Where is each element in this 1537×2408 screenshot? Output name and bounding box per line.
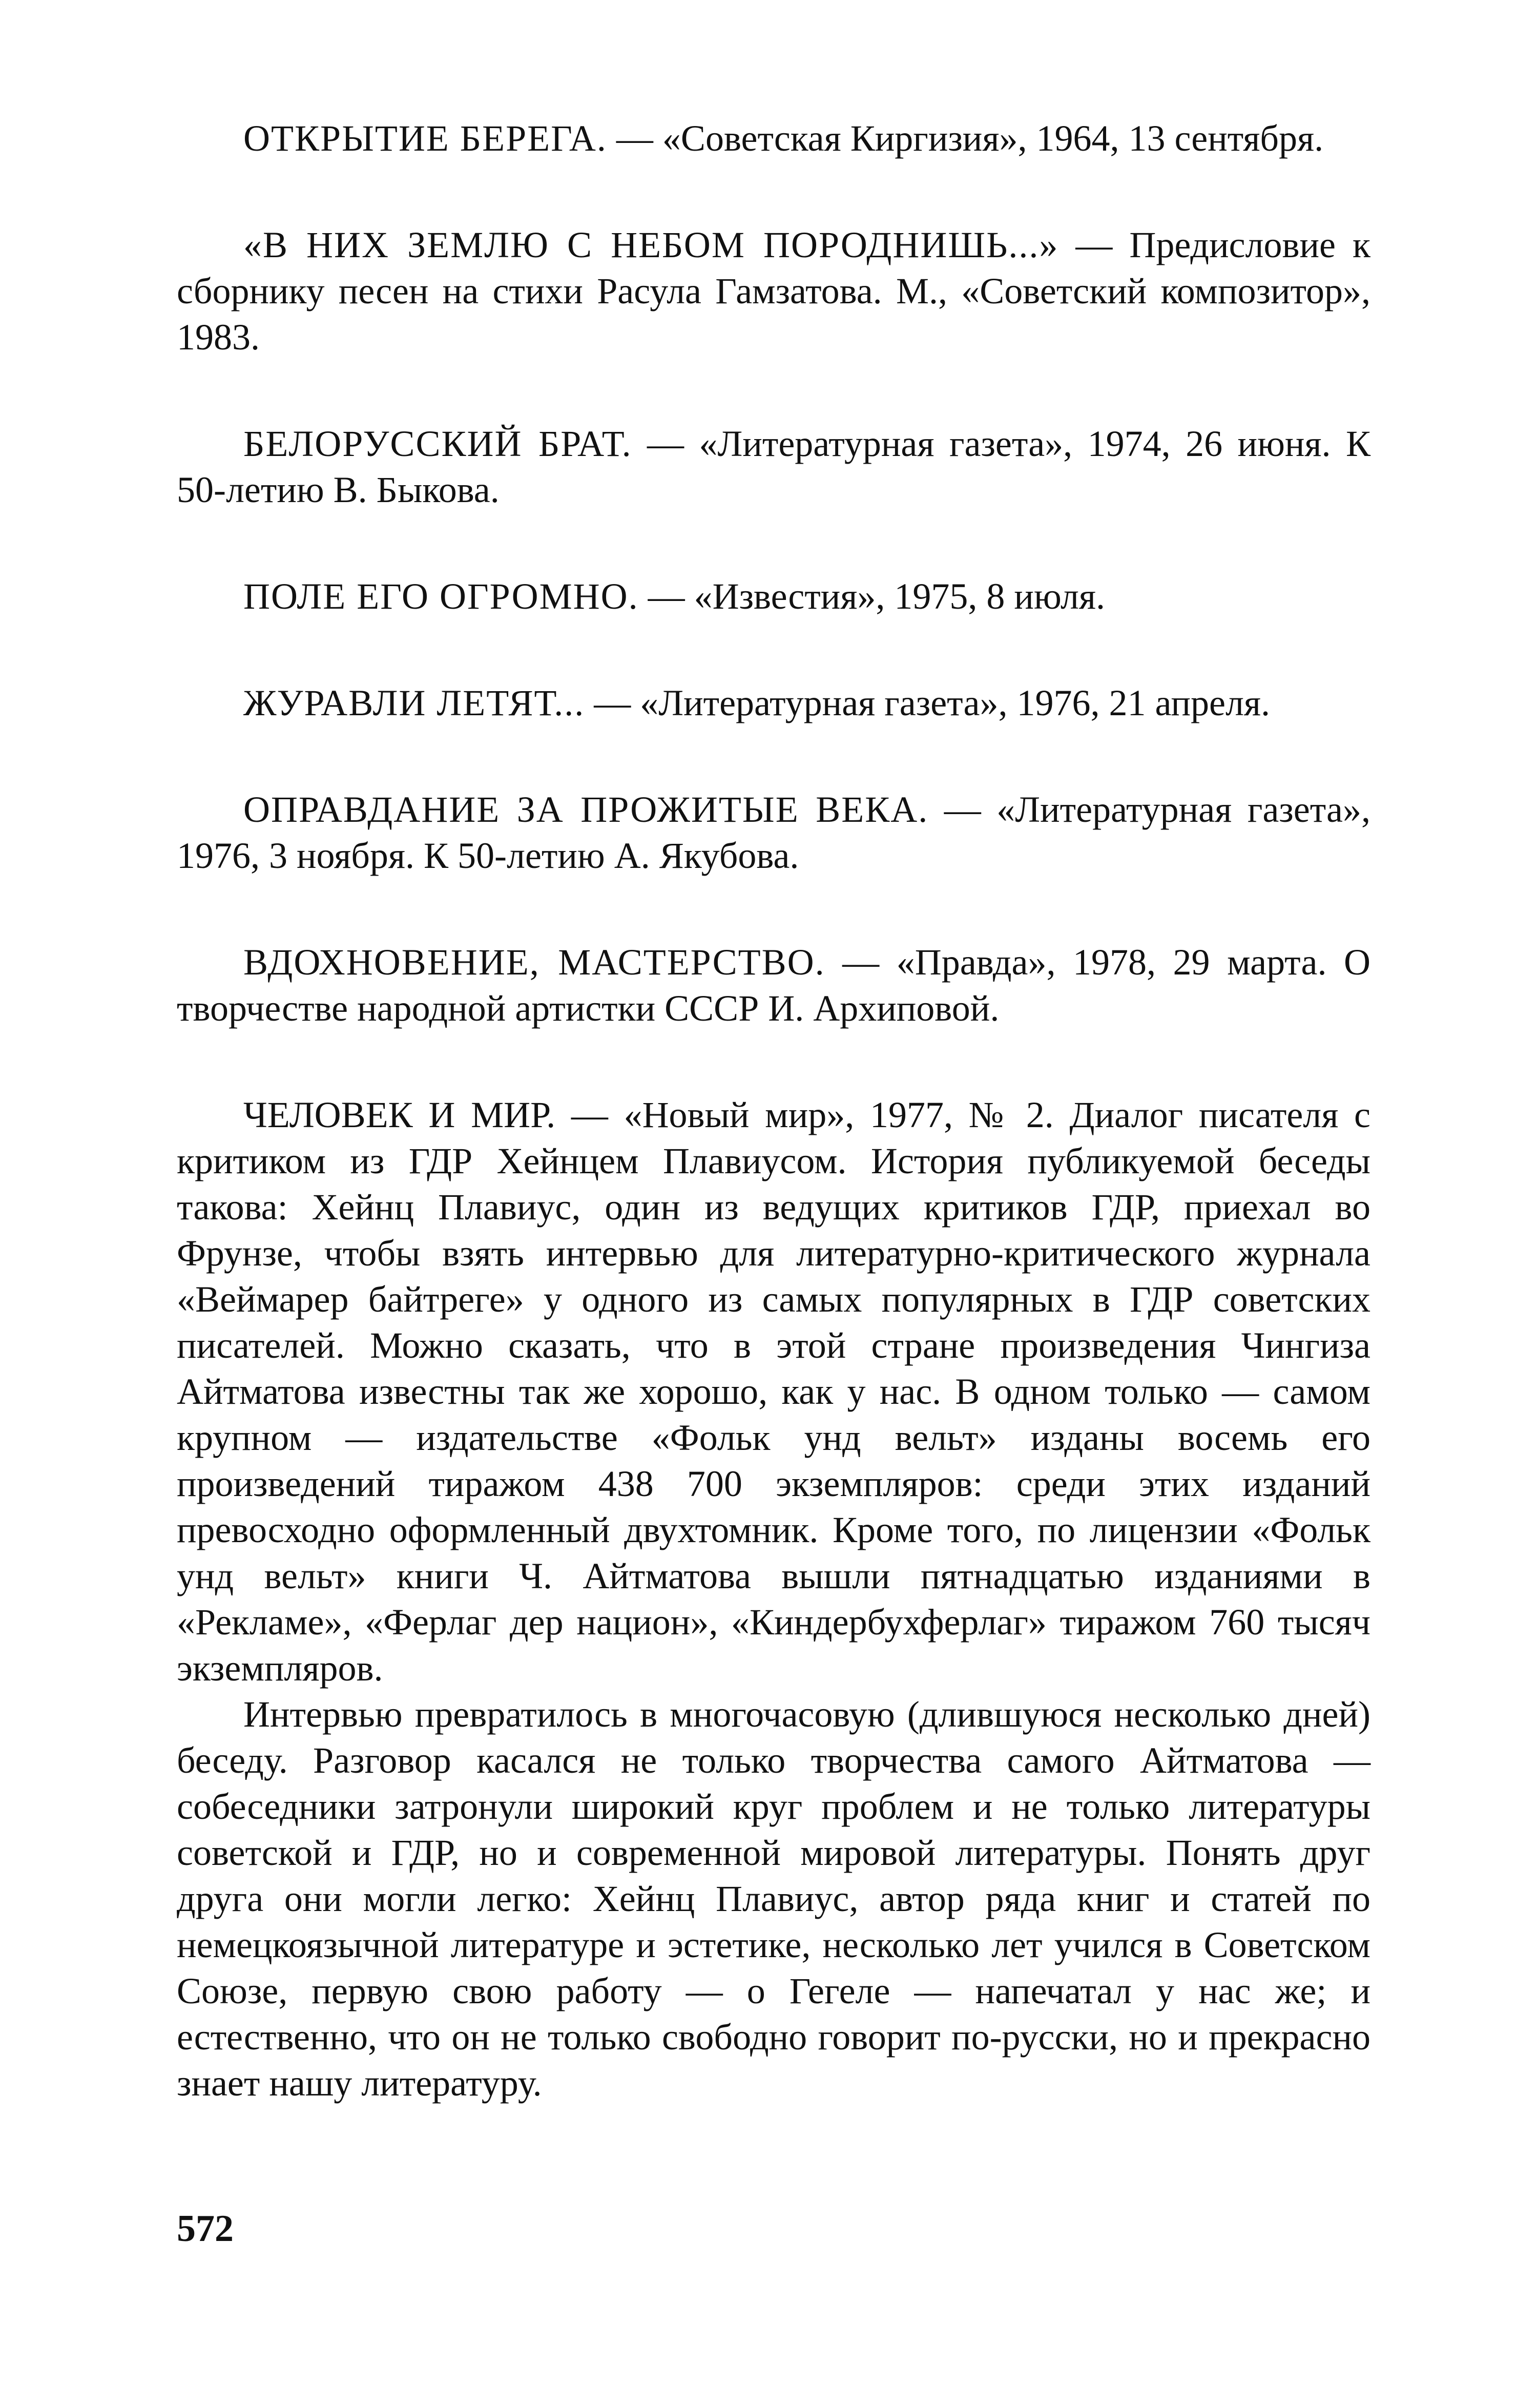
- continuation-paragraph: Интервью превратилось в многочасовую (длившуюся несколько дней) беседу. Разговор касался не только творчества самого Айтматова — собеседники затронули широкий круг проблем и не только литературы советской и ГДР, но и современной мировой литературы. Понять друг друга они могли легко: Хейнц Плавиус, автор ряда книг и статей по немецкоязычной литературе и эстетике, несколько лет учился в Советском Союзе, первую свою работу — о Гегеле — напечатал у нас же; и естественно, что он не только свободно говорит по-русски, но и прекрасно знает нашу литературу.: [177, 1694, 1370, 2104]
- bibliography-entry: [177, 222, 1370, 360]
- entry-title: «В НИХ ЗЕМЛЮ С НЕБОМ ПОРОДНИШЬ...»: [243, 224, 1059, 265]
- entry-details: — «Известия», 1975, 8 июля.: [638, 576, 1105, 617]
- page-body: [177, 115, 1370, 2106]
- bibliography-entry: [177, 939, 1370, 1031]
- bibliography-entry: [177, 421, 1370, 513]
- entry-title: ОТКРЫТИЕ БЕРЕГА.: [243, 118, 607, 159]
- bibliography-entry: [177, 1092, 1370, 1691]
- entry-title: ОПРАВДАНИЕ ЗА ПРОЖИТЫЕ ВЕКА.: [243, 789, 929, 830]
- entry-details: — «Литературная газета», 1974, 26 июня. К 50-летию В. Быкова.: [177, 423, 1370, 510]
- entry-details: — «Советская Киргизия», 1964, 13 сентября.: [607, 118, 1324, 159]
- entry-title: ЖУРАВЛИ ЛЕТЯТ...: [243, 682, 585, 723]
- bibliography-entry: [177, 680, 1370, 726]
- bibliography-entry: [177, 573, 1370, 619]
- entry-details: — «Правда», 1978, 29 марта. О творчестве народной артистки СССР И. Архиповой.: [177, 942, 1371, 1029]
- entry-title: ЧЕЛОВЕК И МИР.: [243, 1094, 556, 1135]
- entry-details: — Предисловие к сборнику песен на стихи Расула Гамзатова. М., «Советский композитор», 1983.: [177, 224, 1370, 358]
- entry-title: ПОЛЕ ЕГО ОГРОМНО.: [243, 576, 639, 617]
- bibliography-entry: [177, 786, 1370, 879]
- entry-details: — «Литературная газета», 1976, 21 апреля.: [585, 682, 1270, 723]
- bibliography-entry: [177, 115, 1370, 161]
- entry-details: — «Новый мир», 1977, № 2. Диалог писателя с критиком из ГДР Хейнцем Плавиусом. История публикуемой беседы такова: Хейнц Плавиус, один из ведущих критиков ГДР, приехал во Фрунзе, чтобы взять интервью для литературно-критического журнала «Веймарер байтреге» у одного из самых популярных в ГДР советских писателей. Можно сказать, что в этой стране произведения Чингиза Айтматова известны так же хорошо, как у нас. В одном только — самом крупном — издательстве «Фольк унд вельт» изданы восемь его произведений тиражом 438 700 экземпляров: среди этих изданий превосходно оформленный двухтомник. Кроме того, по лицензии «Фольк унд вельт» книги Ч. Айтматова вышли пятнадцатью изданиями в «Рекламе», «Ферлаг дер национ», «Киндербухферлаг» тиражом 760 тысяч экземпляров.: [177, 1094, 1371, 1689]
- entry-title: ВДОХНОВЕНИЕ, МАСТЕРСТВО.: [243, 942, 825, 983]
- page-number: 572: [177, 2208, 234, 2250]
- entry-details: — «Литературная газета», 1976, 3 ноября. К 50-летию А. Якубова.: [177, 789, 1370, 876]
- entry-title: БЕЛОРУССКИЙ БРАТ.: [243, 423, 632, 464]
